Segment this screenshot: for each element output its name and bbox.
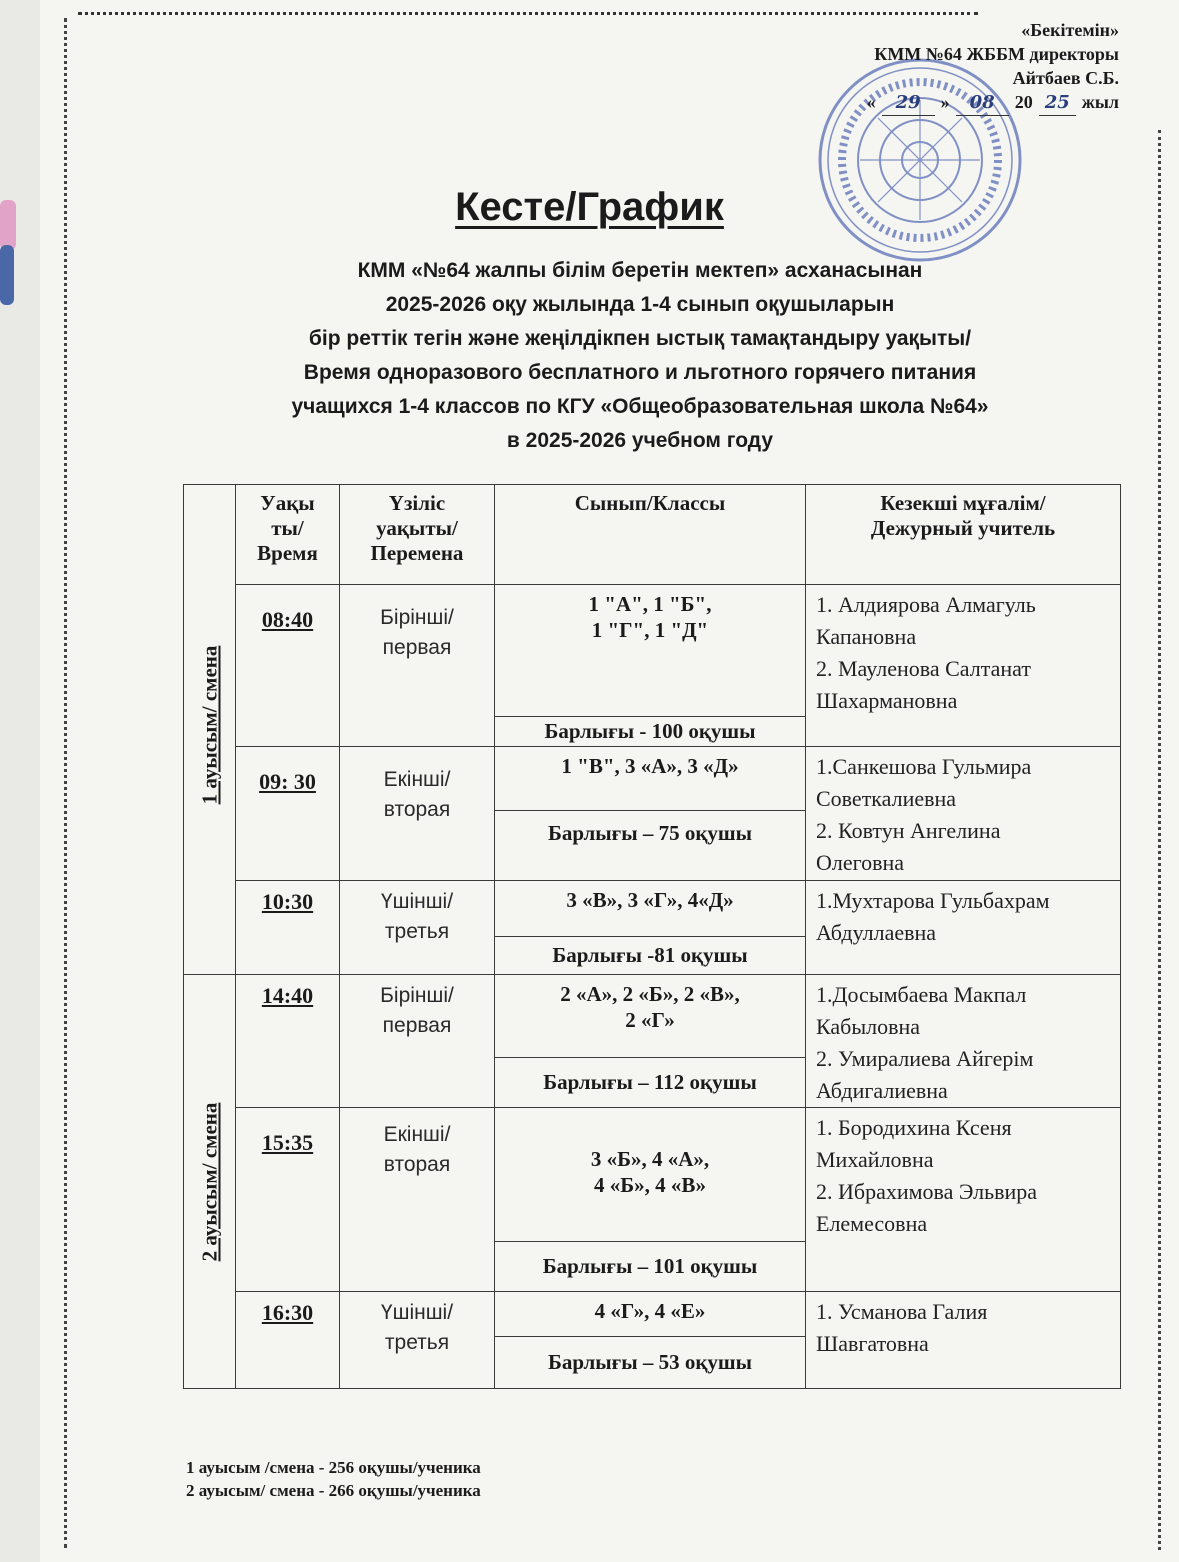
- teachers-cell: [806, 1292, 1121, 1389]
- document-subtitle: [140, 254, 1140, 458]
- dotted-border-top: [78, 12, 978, 15]
- header-break-line: уақыты/: [376, 516, 458, 540]
- break-cell: [340, 881, 495, 975]
- date-year-suffix: 25: [1039, 91, 1076, 116]
- time-cell: 08:40: [236, 585, 340, 747]
- classes-line: 3 «Б», 4 «А»,: [590, 1147, 710, 1171]
- dotted-border-right: [1158, 130, 1161, 1550]
- shift-summary: [186, 1456, 481, 1502]
- teachers-cell: [806, 881, 1121, 975]
- dotted-border-left: [64, 18, 67, 1548]
- header-time-line: ты/: [271, 516, 304, 540]
- approval-heading: «Бекітемін»: [1021, 20, 1119, 40]
- break-line: Бірінші/: [380, 606, 454, 629]
- table-row: [184, 881, 1121, 937]
- teacher-line: Шавгатовна: [816, 1331, 929, 1356]
- time-cell: 15:35: [236, 1108, 340, 1292]
- teacher-line: 2. Умиралиева Айгерім: [816, 1046, 1034, 1071]
- teacher-line: 1. Бородихина Ксеня: [816, 1115, 1012, 1140]
- header-time-line: Время: [257, 541, 318, 565]
- classes-line: 2 «А», 2 «Б», 2 «В»,: [560, 982, 740, 1006]
- break-line: первая: [382, 636, 452, 659]
- teachers-cell: [806, 585, 1121, 747]
- break-line: Үшінші/: [380, 1301, 454, 1324]
- shift-2-cell: [184, 975, 236, 1389]
- classes-line: 1 "Г", 1 "Д": [591, 618, 709, 642]
- teacher-line: Елемесовна: [816, 1211, 928, 1236]
- approval-date: [867, 90, 1119, 116]
- total-cell: Барлығы – 53 оқушы: [495, 1337, 806, 1389]
- teacher-line: 2. Мауленова Салтанат: [816, 656, 1031, 681]
- break-line: Екінші/: [383, 1123, 451, 1146]
- teacher-line: Абдуллаевна: [816, 920, 937, 945]
- break-line: Екінші/: [383, 768, 451, 791]
- break-line: первая: [382, 1014, 452, 1037]
- subtitle-line: бір реттік тегін және жеңілдікпен ыстық тамақтандыру уақыты/: [308, 327, 972, 350]
- teachers-cell: [806, 975, 1121, 1108]
- subtitle-line: в 2025-2026 учебном году: [506, 429, 774, 452]
- break-line: Үшінші/: [380, 890, 454, 913]
- classes-cell: 3 «В», 3 «Г», 4«Д»: [495, 881, 806, 937]
- teacher-line: Олеговна: [816, 850, 905, 875]
- teacher-line: 2. Ковтун Ангелина: [816, 818, 1001, 843]
- subtitle-line: КММ «№64 жалпы білім беретін мектеп» асханасынан: [357, 259, 923, 282]
- break-line: третья: [384, 920, 450, 943]
- total-cell: Барлығы – 75 оқушы: [495, 811, 806, 881]
- teacher-line: 1. Усманова Галия: [816, 1299, 988, 1324]
- classes-line: 1 "А", 1 "Б",: [588, 592, 712, 616]
- table-row: [184, 585, 1121, 717]
- total-cell: Барлығы - 100 оқушы: [495, 717, 806, 747]
- classes-cell: 4 «Г», 4 «Е»: [495, 1292, 806, 1337]
- page-title-text: Кесте/График: [455, 185, 724, 229]
- table-row: [184, 747, 1121, 811]
- teacher-line: 1.Досымбаева Макпал: [816, 982, 1027, 1007]
- teacher-line: Капановна: [816, 624, 917, 649]
- table-row: [184, 1292, 1121, 1337]
- teacher-line: Абдигалиевна: [816, 1078, 948, 1103]
- approval-block: [867, 18, 1119, 116]
- date-year-prefix: 20: [1014, 92, 1033, 112]
- header-teacher: [806, 485, 1121, 585]
- subtitle-line: 2025-2026 оқу жылында 1-4 сынып оқушыларын: [385, 293, 895, 316]
- total-cell: Барлығы -81 оқушы: [495, 937, 806, 975]
- teacher-line: 1.Санкешова Гульмира: [816, 754, 1032, 779]
- table-header-row: [184, 485, 1121, 585]
- blue-tab-edge: [0, 245, 14, 305]
- classes-line: 4 «Б», 4 «В»: [594, 1173, 706, 1197]
- classes-cell: [495, 1108, 806, 1242]
- teachers-cell: [806, 747, 1121, 881]
- time-cell: 16:30: [236, 1292, 340, 1389]
- header-time: [236, 485, 340, 585]
- break-line: третья: [384, 1331, 450, 1354]
- teachers-cell: [806, 1108, 1121, 1292]
- teacher-line: 1.Мухтарова Гульбахрам: [816, 888, 1050, 913]
- total-cell: Барлығы – 112 оқушы: [495, 1057, 806, 1107]
- meal-schedule-table: [183, 484, 1121, 1389]
- time-cell: 09: 30: [236, 747, 340, 881]
- time-cell: 10:30: [236, 881, 340, 975]
- classes-cell: 1 "В", 3 «А», 3 «Д»: [495, 747, 806, 811]
- teacher-line: Михайловна: [816, 1147, 934, 1172]
- classes-line: 2 «Г»: [625, 1008, 675, 1032]
- date-open-quote: «: [866, 92, 876, 112]
- break-cell: [340, 1292, 495, 1389]
- header-break: [340, 485, 495, 585]
- header-break-line: Перемена: [370, 541, 464, 565]
- subtitle-line: Время одноразового бесплатного и льготного горячего питания: [303, 361, 977, 384]
- table-row: [184, 1108, 1121, 1242]
- break-line: вторая: [383, 1153, 451, 1176]
- time-cell: 14:40: [236, 975, 340, 1108]
- header-time-line: Уақы: [260, 491, 315, 515]
- header-classes: Сынып/Классы: [495, 485, 806, 585]
- page-title: [0, 185, 1179, 230]
- teacher-line: Советкалиевна: [816, 786, 957, 811]
- approval-director-line: КММ №64 ЖББМ директоры: [874, 44, 1119, 64]
- date-close-quote: »: [940, 92, 950, 112]
- break-cell: [340, 1108, 495, 1292]
- classes-cell: [495, 975, 806, 1058]
- break-line: вторая: [383, 798, 451, 821]
- approval-director-name: Айтбаев С.Б.: [1012, 68, 1119, 88]
- teacher-line: 2. Ибрахимова Эльвира: [816, 1179, 1038, 1204]
- teacher-line: Шахармановна: [816, 688, 958, 713]
- classes-cell: [495, 585, 806, 717]
- teacher-line: Кабыловна: [816, 1014, 921, 1039]
- summary-line-shift-1: 1 ауысым /смена - 256 оқушы/ученика: [186, 1458, 481, 1477]
- subtitle-line: учащихся 1-4 классов по КГУ «Общеобразовательная школа №64»: [291, 395, 989, 418]
- table-row: [184, 975, 1121, 1058]
- summary-line-shift-2: 2 ауысым/ смена - 266 оқушы/ученика: [186, 1481, 481, 1500]
- break-cell: [340, 585, 495, 747]
- header-teacher-line: Дежурный учитель: [870, 516, 1056, 540]
- break-cell: [340, 747, 495, 881]
- date-month: 08: [956, 91, 1009, 116]
- shift-1-cell: [184, 485, 236, 975]
- header-break-line: Үзіліс: [388, 491, 446, 515]
- break-line: Бірінші/: [380, 984, 454, 1007]
- teacher-line: 1. Алдиярова Алмагуль: [816, 592, 1036, 617]
- shift-1-label: 1 ауысым/ смена: [197, 645, 221, 805]
- date-word: жыл: [1081, 92, 1119, 112]
- date-day: 29: [882, 91, 935, 116]
- header-teacher-line: Кезекші мұғалім/: [880, 491, 1046, 515]
- break-cell: [340, 975, 495, 1108]
- shift-2-label: 2 ауысым/ смена: [197, 1102, 221, 1261]
- total-cell: Барлығы – 101 оқушы: [495, 1242, 806, 1292]
